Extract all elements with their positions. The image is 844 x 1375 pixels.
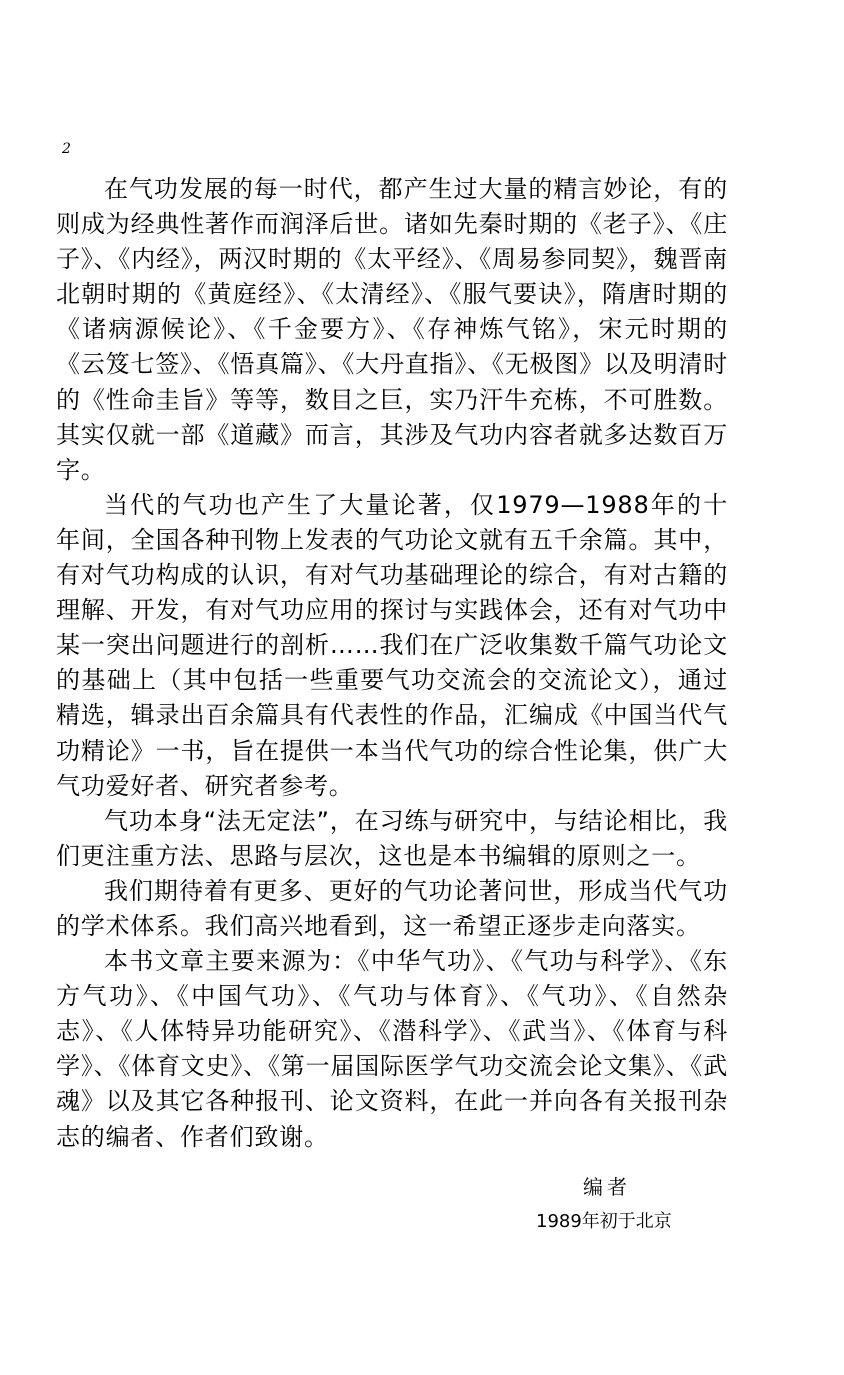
paragraph-history: 在气功发展的每一时代，都产生过大量的精言妙论，有的则成为经典性著作而润泽后世。诸如先秦时期的《老子》、《庄子》、《内经》，两汉时期的《太平经》、《周易参同契》，魏晋南北朝时期的《黄庭经》、《太清经》、《服气要诀》，隋唐时期的《诸病源候论》、《千金要方》、《存神炼气铭》，宋元时期的《云笈七签》、《悟真篇》、《大丹直指》、《无极图》以及明清时的《性命圭旨》等等，数目之巨，实乃汗牛充栋，不可胜数。其实仅就一部《道藏》而言，其涉及气功内容者就多达数百万字。 [56,175,728,484]
paragraph-expectation: 我们期待着有更多、更好的气功论著问世，形成当代气功的学术体系。我们高兴地看到，这一希望正逐步走向落实。 [56,876,728,940]
paragraph-contemporary: 当代的气功也产生了大量论著，仅1979—1988年的十年间，全国各种刊物上发表的气功论文就有五千余篇。其中，有对气功构成的认识，有对气功基础理论的综合，有对古籍的理解、开发，有对气功应用的探讨与实践体会，还有对气功中某一突出问题进行的剖析……我们在广泛收集数千篇气功论文的基础上（其中包括一些重要气功交流会的交流论文），通过精选，辑录出百余篇具有代表性的作品，汇编成《中国当代气功精论》一书，旨在提供一本当代气功的综合性论集，供广大气功爱好者、研究者参考。 [56,490,728,800]
paragraph-sources: 本书文章主要来源为：《中华气功》、《气功与科学》、《东方气功》、《中国气功》、《气功与体育》、《气功》、《自然杂志》、《人体特异功能研究》、《潜科学》、《武当》、《体育与科学》、《体育文史》、《第一届国际医学气功交流会论文集》、《武魂》以及其它各种报刊、论文资料，在此一并向各有关报刊杂志的编者、作者们致谢。 [56,947,728,1151]
body-text [56,172,728,1155]
signature-date: 1989年初于北京 [536,1211,672,1232]
signature-author: 编者 [583,1175,631,1199]
paragraph-method: 气功本身“法无定法”，在习练与研究中，与结论相比，我们更注重方法、思路与层次，这也是本书编辑的原则之一。 [56,806,728,870]
page-number: 2 [62,141,71,157]
